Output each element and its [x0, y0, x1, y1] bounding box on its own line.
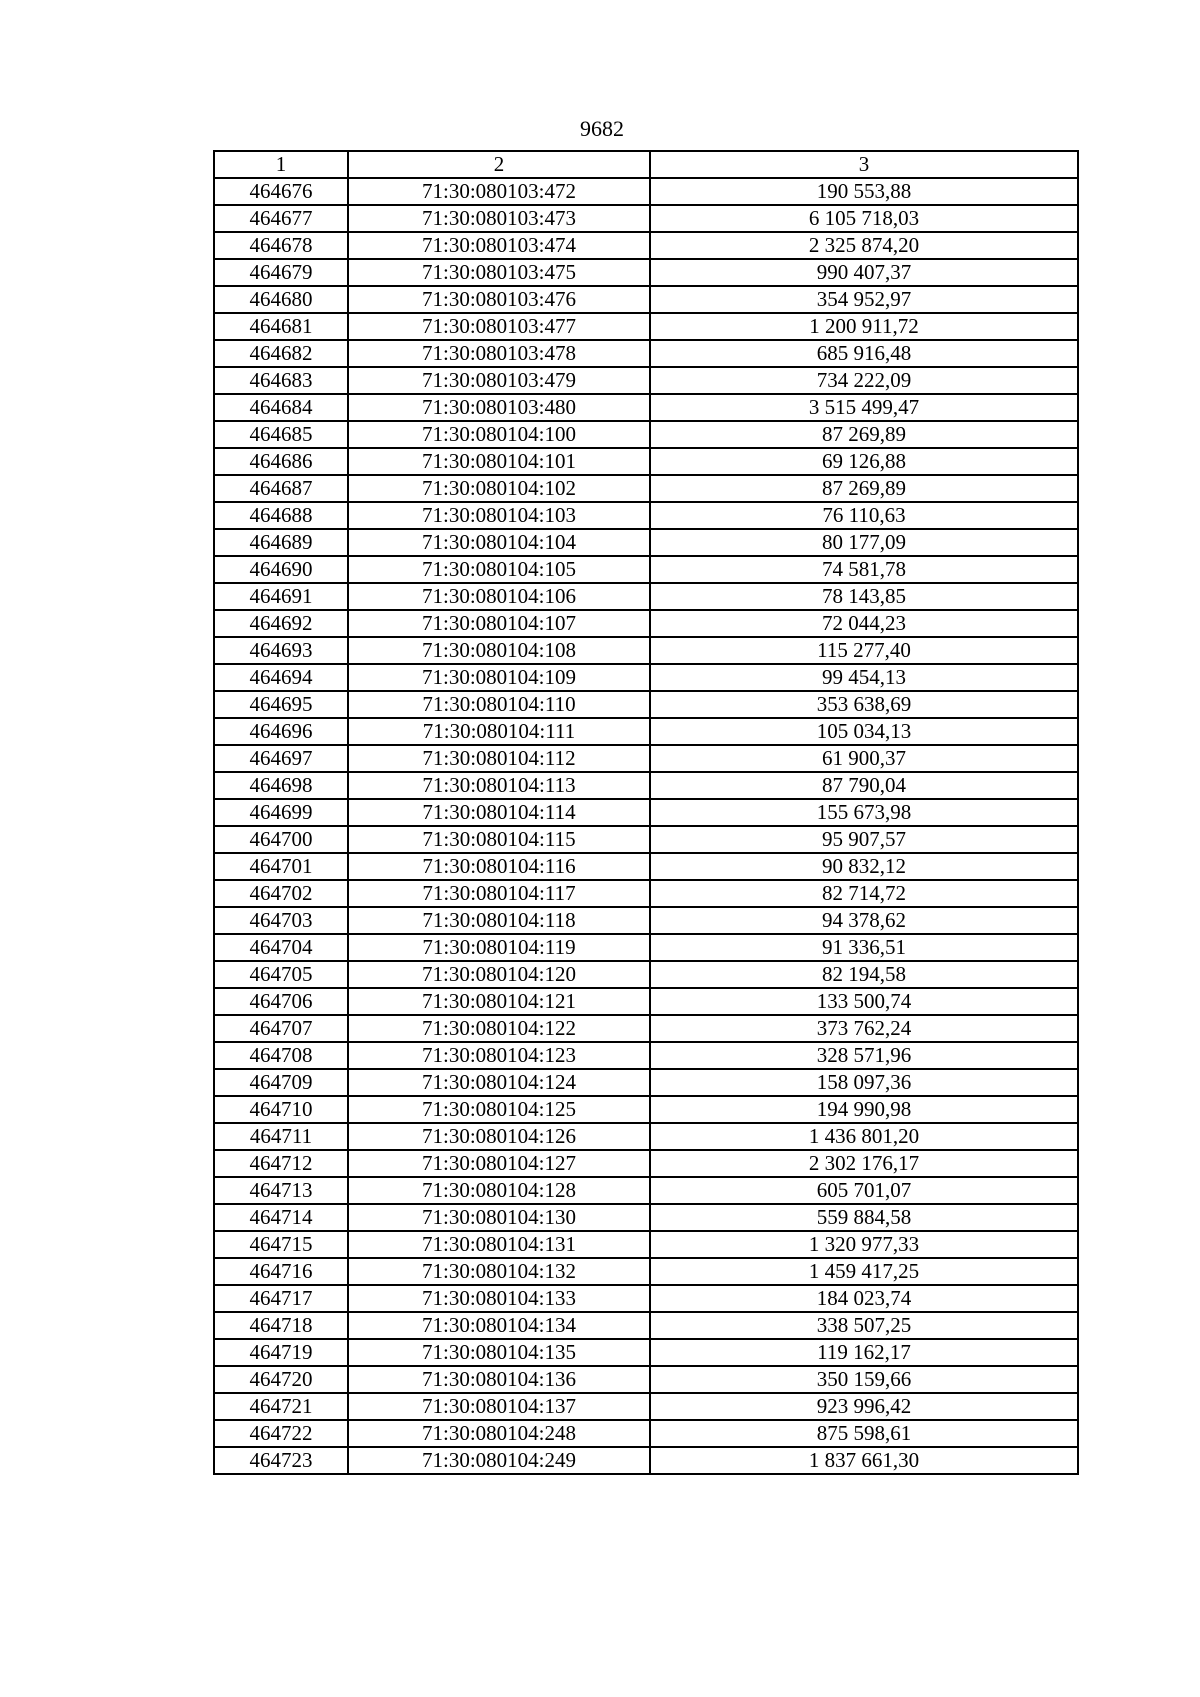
- table-row: [214, 340, 1078, 367]
- table-row: [214, 421, 1078, 448]
- row-number-cell: 464677: [214, 205, 348, 232]
- cadastral-value-cell: 875 598,61: [650, 1420, 1078, 1447]
- row-number-cell: 464710: [214, 1096, 348, 1123]
- cadastral-number-cell: 71:30:080103:479: [348, 367, 650, 394]
- column-header-number: 1: [214, 151, 348, 178]
- table-row: [214, 1258, 1078, 1285]
- row-number-cell: 464678: [214, 232, 348, 259]
- table-row: [214, 961, 1078, 988]
- cadastral-value-cell: 605 701,07: [650, 1177, 1078, 1204]
- cadastral-number-cell: 71:30:080104:120: [348, 961, 650, 988]
- row-number-cell: 464692: [214, 610, 348, 637]
- row-number-cell: 464704: [214, 934, 348, 961]
- cadastral-number-cell: 71:30:080104:248: [348, 1420, 650, 1447]
- cadastral-value-cell: 82 714,72: [650, 880, 1078, 907]
- cadastral-number-cell: 71:30:080104:127: [348, 1150, 650, 1177]
- cadastral-number-cell: 71:30:080103:477: [348, 313, 650, 340]
- cadastral-number-cell: 71:30:080104:123: [348, 1042, 650, 1069]
- cadastral-number-cell: 71:30:080104:103: [348, 502, 650, 529]
- table-row: [214, 1285, 1078, 1312]
- row-number-cell: 464699: [214, 799, 348, 826]
- table-row: [214, 610, 1078, 637]
- cadastral-value-cell: 559 884,58: [650, 1204, 1078, 1231]
- row-number-cell: 464717: [214, 1285, 348, 1312]
- cadastral-value-cell: 350 159,66: [650, 1366, 1078, 1393]
- cadastral-value-cell: 87 269,89: [650, 475, 1078, 502]
- row-number-cell: 464690: [214, 556, 348, 583]
- cadastral-value-cell: 1 837 661,30: [650, 1447, 1078, 1474]
- row-number-cell: 464700: [214, 826, 348, 853]
- table-row: [214, 1150, 1078, 1177]
- cadastral-value-cell: 194 990,98: [650, 1096, 1078, 1123]
- cadastral-value-table: [213, 150, 1079, 1475]
- row-number-cell: 464684: [214, 394, 348, 421]
- table-row: [214, 1177, 1078, 1204]
- cadastral-value-cell: 328 571,96: [650, 1042, 1078, 1069]
- table-row: [214, 286, 1078, 313]
- cadastral-number-cell: 71:30:080104:122: [348, 1015, 650, 1042]
- row-number-cell: 464703: [214, 907, 348, 934]
- table-row: [214, 556, 1078, 583]
- cadastral-value-cell: 354 952,97: [650, 286, 1078, 313]
- table-row: [214, 313, 1078, 340]
- row-number-cell: 464694: [214, 664, 348, 691]
- cadastral-number-cell: 71:30:080104:107: [348, 610, 650, 637]
- cadastral-value-cell: 1 459 417,25: [650, 1258, 1078, 1285]
- cadastral-value-cell: 74 581,78: [650, 556, 1078, 583]
- cadastral-number-cell: 71:30:080104:116: [348, 853, 650, 880]
- cadastral-value-cell: 155 673,98: [650, 799, 1078, 826]
- row-number-cell: 464716: [214, 1258, 348, 1285]
- cadastral-number-cell: 71:30:080104:110: [348, 691, 650, 718]
- table-row: [214, 988, 1078, 1015]
- cadastral-value-cell: 87 269,89: [650, 421, 1078, 448]
- row-number-cell: 464723: [214, 1447, 348, 1474]
- cadastral-number-cell: 71:30:080104:106: [348, 583, 650, 610]
- cadastral-number-cell: 71:30:080104:131: [348, 1231, 650, 1258]
- cadastral-number-cell: 71:30:080104:132: [348, 1258, 650, 1285]
- cadastral-value-cell: 3 515 499,47: [650, 394, 1078, 421]
- cadastral-value-cell: 338 507,25: [650, 1312, 1078, 1339]
- cadastral-value-cell: 133 500,74: [650, 988, 1078, 1015]
- cadastral-value-cell: 2 302 176,17: [650, 1150, 1078, 1177]
- row-number-cell: 464718: [214, 1312, 348, 1339]
- row-number-cell: 464676: [214, 178, 348, 205]
- cadastral-value-cell: 72 044,23: [650, 610, 1078, 637]
- row-number-cell: 464713: [214, 1177, 348, 1204]
- cadastral-number-cell: 71:30:080104:101: [348, 448, 650, 475]
- table-row: [214, 1015, 1078, 1042]
- table-row: [214, 448, 1078, 475]
- cadastral-number-cell: 71:30:080104:102: [348, 475, 650, 502]
- table-row: [214, 475, 1078, 502]
- cadastral-number-cell: 71:30:080104:130: [348, 1204, 650, 1231]
- page-number: 9682: [580, 116, 624, 141]
- cadastral-value-cell: 94 378,62: [650, 907, 1078, 934]
- table-row: [214, 1204, 1078, 1231]
- table-row: [214, 1069, 1078, 1096]
- table-row: [214, 394, 1078, 421]
- table-row: [214, 205, 1078, 232]
- row-number-cell: 464719: [214, 1339, 348, 1366]
- table-row: [214, 637, 1078, 664]
- table-row: [214, 1447, 1078, 1474]
- table-row: [214, 934, 1078, 961]
- table-row: [214, 880, 1078, 907]
- cadastral-value-cell: 99 454,13: [650, 664, 1078, 691]
- row-number-cell: 464689: [214, 529, 348, 556]
- cadastral-value-cell: 78 143,85: [650, 583, 1078, 610]
- table-row: [214, 502, 1078, 529]
- cadastral-value-cell: 373 762,24: [650, 1015, 1078, 1042]
- cadastral-number-cell: 71:30:080103:472: [348, 178, 650, 205]
- cadastral-number-cell: 71:30:080104:124: [348, 1069, 650, 1096]
- row-number-cell: 464686: [214, 448, 348, 475]
- row-number-cell: 464693: [214, 637, 348, 664]
- cadastral-value-cell: 190 553,88: [650, 178, 1078, 205]
- row-number-cell: 464705: [214, 961, 348, 988]
- row-number-cell: 464720: [214, 1366, 348, 1393]
- cadastral-value-cell: 91 336,51: [650, 934, 1078, 961]
- table-row: [214, 367, 1078, 394]
- table-row: [214, 232, 1078, 259]
- cadastral-value-cell: 6 105 718,03: [650, 205, 1078, 232]
- cadastral-number-cell: 71:30:080104:134: [348, 1312, 650, 1339]
- cadastral-number-cell: 71:30:080103:473: [348, 205, 650, 232]
- cadastral-value-cell: 1 320 977,33: [650, 1231, 1078, 1258]
- cadastral-value-cell: 734 222,09: [650, 367, 1078, 394]
- column-header-value: 3: [650, 151, 1078, 178]
- row-number-cell: 464712: [214, 1150, 348, 1177]
- cadastral-value-cell: 90 832,12: [650, 853, 1078, 880]
- table-row: [214, 1393, 1078, 1420]
- cadastral-number-cell: 71:30:080104:100: [348, 421, 650, 448]
- table-row: [214, 1339, 1078, 1366]
- table-body: [214, 178, 1078, 1474]
- cadastral-value-cell: 158 097,36: [650, 1069, 1078, 1096]
- cadastral-value-cell: 87 790,04: [650, 772, 1078, 799]
- table-row: [214, 826, 1078, 853]
- row-number-cell: 464721: [214, 1393, 348, 1420]
- table-row: [214, 1096, 1078, 1123]
- row-number-cell: 464711: [214, 1123, 348, 1150]
- cadastral-value-cell: 105 034,13: [650, 718, 1078, 745]
- cadastral-value-cell: 1 436 801,20: [650, 1123, 1078, 1150]
- row-number-cell: 464696: [214, 718, 348, 745]
- cadastral-number-cell: 71:30:080104:104: [348, 529, 650, 556]
- table-row: [214, 907, 1078, 934]
- table-row: [214, 1420, 1078, 1447]
- table-row: [214, 1231, 1078, 1258]
- row-number-cell: 464685: [214, 421, 348, 448]
- table-row: [214, 1123, 1078, 1150]
- table-row: [214, 529, 1078, 556]
- table-row: [214, 1042, 1078, 1069]
- cadastral-number-cell: 71:30:080104:114: [348, 799, 650, 826]
- cadastral-number-cell: 71:30:080103:476: [348, 286, 650, 313]
- cadastral-value-cell: 95 907,57: [650, 826, 1078, 853]
- cadastral-number-cell: 71:30:080104:136: [348, 1366, 650, 1393]
- table-row: [214, 772, 1078, 799]
- table-row: [214, 664, 1078, 691]
- cadastral-number-cell: 71:30:080104:125: [348, 1096, 650, 1123]
- row-number-cell: 464702: [214, 880, 348, 907]
- cadastral-number-cell: 71:30:080104:133: [348, 1285, 650, 1312]
- table-row: [214, 745, 1078, 772]
- row-number-cell: 464680: [214, 286, 348, 313]
- cadastral-number-cell: 71:30:080104:105: [348, 556, 650, 583]
- cadastral-value-cell: 353 638,69: [650, 691, 1078, 718]
- row-number-cell: 464722: [214, 1420, 348, 1447]
- row-number-cell: 464715: [214, 1231, 348, 1258]
- cadastral-number-cell: 71:30:080104:112: [348, 745, 650, 772]
- row-number-cell: 464698: [214, 772, 348, 799]
- cadastral-number-cell: 71:30:080103:474: [348, 232, 650, 259]
- cadastral-number-cell: 71:30:080104:118: [348, 907, 650, 934]
- cadastral-value-cell: 82 194,58: [650, 961, 1078, 988]
- cadastral-number-cell: 71:30:080103:475: [348, 259, 650, 286]
- cadastral-value-cell: 990 407,37: [650, 259, 1078, 286]
- cadastral-value-cell: 119 162,17: [650, 1339, 1078, 1366]
- cadastral-number-cell: 71:30:080104:108: [348, 637, 650, 664]
- cadastral-number-cell: 71:30:080104:137: [348, 1393, 650, 1420]
- cadastral-value-cell: 184 023,74: [650, 1285, 1078, 1312]
- table-row: [214, 259, 1078, 286]
- row-number-cell: 464701: [214, 853, 348, 880]
- table-header-row: [214, 151, 1078, 178]
- cadastral-value-cell: 2 325 874,20: [650, 232, 1078, 259]
- row-number-cell: 464706: [214, 988, 348, 1015]
- cadastral-value-cell: 685 916,48: [650, 340, 1078, 367]
- cadastral-number-cell: 71:30:080103:480: [348, 394, 650, 421]
- row-number-cell: 464695: [214, 691, 348, 718]
- cadastral-number-cell: 71:30:080104:115: [348, 826, 650, 853]
- cadastral-number-cell: 71:30:080103:478: [348, 340, 650, 367]
- cadastral-number-cell: 71:30:080104:121: [348, 988, 650, 1015]
- row-number-cell: 464708: [214, 1042, 348, 1069]
- cadastral-number-cell: 71:30:080104:126: [348, 1123, 650, 1150]
- cadastral-value-cell: 1 200 911,72: [650, 313, 1078, 340]
- table-row: [214, 691, 1078, 718]
- cadastral-value-cell: 115 277,40: [650, 637, 1078, 664]
- row-number-cell: 464707: [214, 1015, 348, 1042]
- cadastral-number-cell: 71:30:080104:113: [348, 772, 650, 799]
- table-row: [214, 1312, 1078, 1339]
- row-number-cell: 464683: [214, 367, 348, 394]
- row-number-cell: 464697: [214, 745, 348, 772]
- table-row: [214, 853, 1078, 880]
- table-row: [214, 718, 1078, 745]
- cadastral-value-cell: 80 177,09: [650, 529, 1078, 556]
- row-number-cell: 464681: [214, 313, 348, 340]
- cadastral-number-cell: 71:30:080104:128: [348, 1177, 650, 1204]
- cadastral-number-cell: 71:30:080104:117: [348, 880, 650, 907]
- cadastral-number-cell: 71:30:080104:249: [348, 1447, 650, 1474]
- row-number-cell: 464687: [214, 475, 348, 502]
- cadastral-value-cell: 69 126,88: [650, 448, 1078, 475]
- cadastral-value-cell: 76 110,63: [650, 502, 1078, 529]
- cadastral-value-cell: 923 996,42: [650, 1393, 1078, 1420]
- cadastral-value-cell: 61 900,37: [650, 745, 1078, 772]
- table-row: [214, 583, 1078, 610]
- row-number-cell: 464709: [214, 1069, 348, 1096]
- cadastral-number-cell: 71:30:080104:119: [348, 934, 650, 961]
- row-number-cell: 464682: [214, 340, 348, 367]
- table-row: [214, 799, 1078, 826]
- cadastral-number-cell: 71:30:080104:135: [348, 1339, 650, 1366]
- column-header-cadastral-number: 2: [348, 151, 650, 178]
- row-number-cell: 464688: [214, 502, 348, 529]
- cadastral-number-cell: 71:30:080104:109: [348, 664, 650, 691]
- row-number-cell: 464691: [214, 583, 348, 610]
- cadastral-number-cell: 71:30:080104:111: [348, 718, 650, 745]
- row-number-cell: 464679: [214, 259, 348, 286]
- table-row: [214, 178, 1078, 205]
- table-row: [214, 1366, 1078, 1393]
- row-number-cell: 464714: [214, 1204, 348, 1231]
